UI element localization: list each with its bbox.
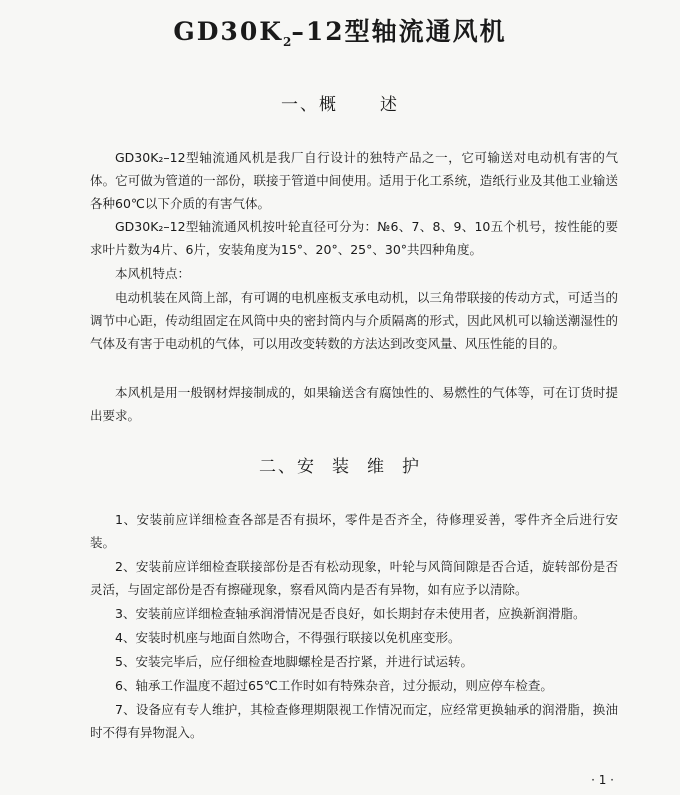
document-title [0, 12, 680, 49]
install-item-5: 5、安装完毕后，应仔细检查地脚螺栓是否拧紧，并进行试运转。 [115, 654, 473, 669]
install-item-2: 2、安装前应详细检查联接部份是否有松动现象，叶轮与风筒间隙是否合适，旋转部份是否灵活，与固定部份是否有擦碰现象，察看风筒内是否有异物，如有应予以清除。 [90, 559, 618, 597]
section2-heading [0, 452, 680, 477]
install-item-6: 6、轴承工作温度不超过65℃工作时如有特殊杂音，过分振动，则应停车检查。 [115, 678, 553, 693]
install-item-3: 3、安装前应详细检查轴承润滑情况是否良好，如长期封存未使用者，应换新润滑脂。 [115, 606, 586, 621]
section2-heading-part2: 装 [332, 457, 351, 477]
section1-paragraph-3: 本风机特点： [115, 266, 191, 281]
section1-paragraph-5: 本风机是用一般钢材焊接制成的，如果输送含有腐蚀性的、易燃性的气体等，可在订货时提出要求。 [90, 385, 618, 423]
install-item-4: 4、安装时机座与地面自然吻合，不得强行联接以免机座变形。 [115, 630, 461, 645]
section1-heading [0, 90, 680, 115]
section1-paragraph-2: GD30K₂–12型轴流通风机按叶轮直径可分为：№6、7、8、9、10五个机号，按性能的要求叶片数为4片、6片，安装角度为15°、20°、25°、30°共四种角度。 [90, 219, 618, 257]
section1-paragraph-1: GD30K₂–12型轴流通风机是我厂自行设计的独特产品之一，它可输送对电动机有害的气体。它可做为管道的一部份，联接于管道中间使用。适用于化工系统，造纸行业及其他工业输送各种60℃以下介质的有害气体。 [90, 150, 618, 211]
section2-heading-part1: 二、安 [259, 457, 316, 477]
section2-heading-part3: 维 [367, 457, 386, 477]
page-number: · 1 · [591, 773, 614, 787]
install-item-1: 1、安装前应详细检查各部是否有损坏，零件是否齐全，待修理妥善，零件齐全后进行安装。 [90, 512, 618, 550]
section1-paragraph-4: 电动机装在风筒上部，有可调的电机座板支承电动机，以三角带联接的传动方式，可适当的调节中心距，传动组固定在风筒中央的密封筒内与介质隔离的形式，因此风机可以输送潮湿性的气体及有害于电动机的气体，可以用改变转数的方法达到改变风量、风压性能的目的。 [90, 290, 618, 351]
install-item-7: 7、设备应有专人维护，其检查修理期限视工作情况而定，应经常更换轴承的润滑脂，换油时不得有异物混入。 [90, 702, 618, 740]
title-model: GD30K [173, 17, 283, 46]
section2-heading-part4: 护 [402, 457, 421, 477]
title-tail: –12型轴流通风机 [291, 17, 507, 46]
section1-heading-part2: 述 [380, 95, 399, 115]
title-subscript: 2 [282, 35, 292, 49]
section1-heading-part1: 一、概 [281, 95, 338, 115]
